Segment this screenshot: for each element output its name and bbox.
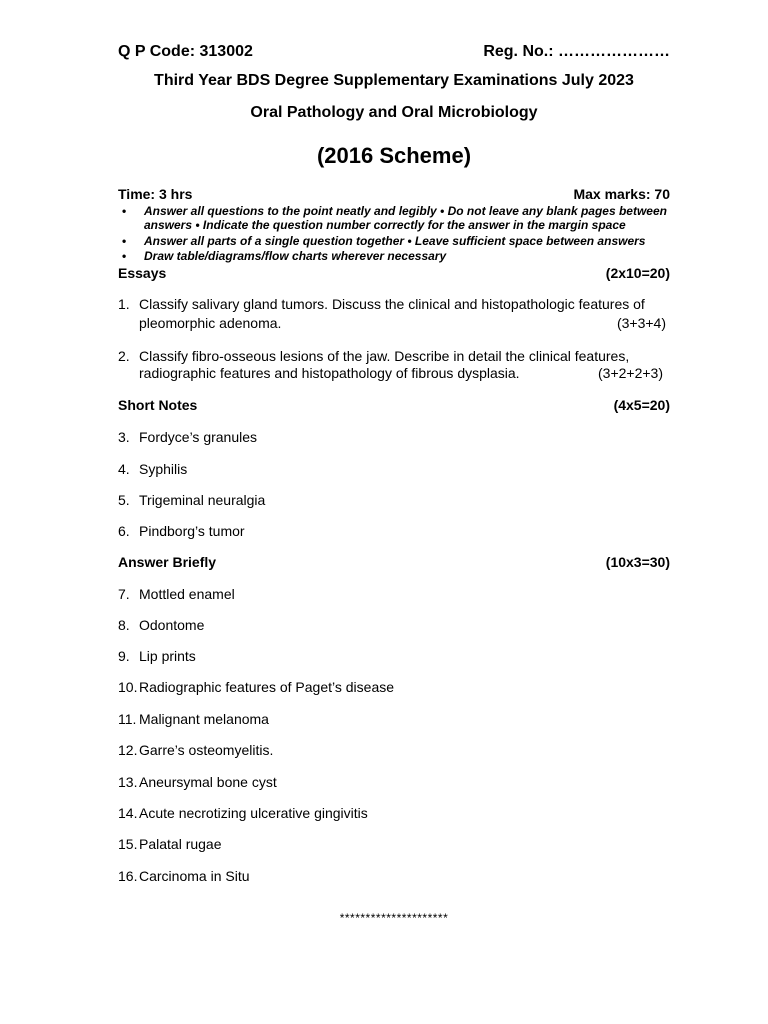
question-text: Carcinoma in Situ [139, 868, 250, 884]
question-number: 13. [118, 774, 138, 790]
question-number: 7. [118, 586, 130, 602]
question-item [118, 678, 670, 697]
question-number: 9. [118, 648, 130, 664]
exam-paper [118, 0, 670, 1024]
question-text: Mottled enamel [139, 586, 235, 602]
question-text: Fordyce’s granules [139, 429, 258, 445]
instruction-text: Answer all questions to the point neatly and legibly • Do not leave any blank pages between answers • Indicate the question number correctly for the answer in the margin space [144, 204, 667, 232]
max-marks: Max marks: 70 [573, 186, 670, 202]
question-item [118, 867, 670, 886]
question-text: Syphilis [139, 461, 188, 477]
question-number: 8. [118, 617, 130, 633]
instruction-item [122, 204, 670, 232]
bullet-icon: • [122, 234, 127, 248]
time-limit: Time: 3 hrs [118, 186, 193, 202]
question-item [118, 295, 670, 335]
question-item [118, 835, 670, 854]
section-marks: (10x3=30) [605, 554, 670, 570]
question-text: Aneursymal bone cyst [139, 774, 277, 790]
question-text: Odontome [139, 617, 205, 633]
reg-no: Reg. No.: ………………… [483, 43, 670, 60]
question-text: Acute necrotizing ulcerative gingivitis [139, 805, 368, 821]
question-marks: (3+3+4) [616, 315, 666, 331]
time-marks-row [118, 186, 670, 202]
section-title: Essays [118, 265, 167, 281]
question-item [118, 428, 670, 447]
question-text-line: pleomorphic adenoma. [139, 315, 282, 331]
question-text-line: radiographic features and histopathology of fibrous dysplasia. [139, 365, 520, 381]
section-header-short-notes [118, 397, 670, 413]
question-number: 1. [118, 296, 130, 312]
header-row [118, 43, 670, 61]
section-header-essays [118, 265, 670, 281]
question-number: 15. [118, 836, 138, 852]
question-text-line: Classify salivary gland tumors. Discuss the clinical and histopathologic features of [139, 296, 645, 312]
exam-title: Third Year BDS Degree Supplementary Examinations July 2023 [154, 72, 634, 89]
question-number: 11. [118, 711, 137, 727]
section-marks: (4x5=20) [613, 397, 670, 413]
question-text: Pindborg’s tumor [139, 523, 245, 539]
question-item [118, 522, 670, 541]
question-number: 14. [118, 805, 138, 821]
subject-title: Oral Pathology and Oral Microbiology [250, 104, 538, 121]
question-number: 5. [118, 492, 130, 508]
question-text-line: Classify fibro-osseous lesions of the jaw. Describe in detail the clinical features, [139, 348, 630, 364]
footer-stars: ********************* [339, 911, 449, 925]
qp-code: Q P Code: 313002 [118, 43, 253, 60]
question-number: 3. [118, 429, 130, 445]
question-text: Radiographic features of Paget’s disease [139, 679, 395, 695]
question-item [118, 647, 670, 666]
section-title: Short Notes [118, 397, 198, 413]
question-item [118, 585, 670, 604]
scheme-title: (2016 Scheme) [316, 143, 472, 168]
question-item [118, 773, 670, 792]
question-number: 10. [118, 679, 138, 695]
question-item [118, 348, 670, 384]
question-item [118, 491, 670, 510]
question-text: Lip prints [139, 648, 196, 664]
bullet-icon: • [122, 249, 127, 263]
question-text: Malignant melanoma [139, 711, 269, 727]
question-item [118, 741, 670, 760]
section-header-answer-briefly [118, 554, 670, 570]
question-item [118, 616, 670, 635]
question-item [118, 804, 670, 823]
question-number: 16. [118, 868, 138, 884]
instruction-item [122, 249, 670, 263]
instruction-text: Draw table/diagrams/flow charts wherever necessary [144, 249, 447, 263]
question-number: 6. [118, 523, 130, 539]
instruction-item [122, 234, 670, 248]
instruction-text: Answer all parts of a single question together • Leave sufficient space between answers [144, 234, 646, 248]
question-number: 2. [118, 348, 130, 364]
section-marks: (2x10=20) [605, 265, 670, 281]
question-marks: (3+2+2+3) [598, 365, 663, 381]
question-number: 4. [118, 461, 130, 477]
bullet-icon: • [122, 204, 127, 218]
section-title: Answer Briefly [118, 554, 217, 570]
question-text: Palatal rugae [139, 836, 222, 852]
question-item [118, 710, 670, 729]
question-number: 12. [118, 742, 138, 758]
question-text: Trigeminal neuralgia [139, 492, 266, 508]
question-text: Garre’s osteomyelitis. [139, 742, 274, 758]
question-item [118, 460, 670, 479]
